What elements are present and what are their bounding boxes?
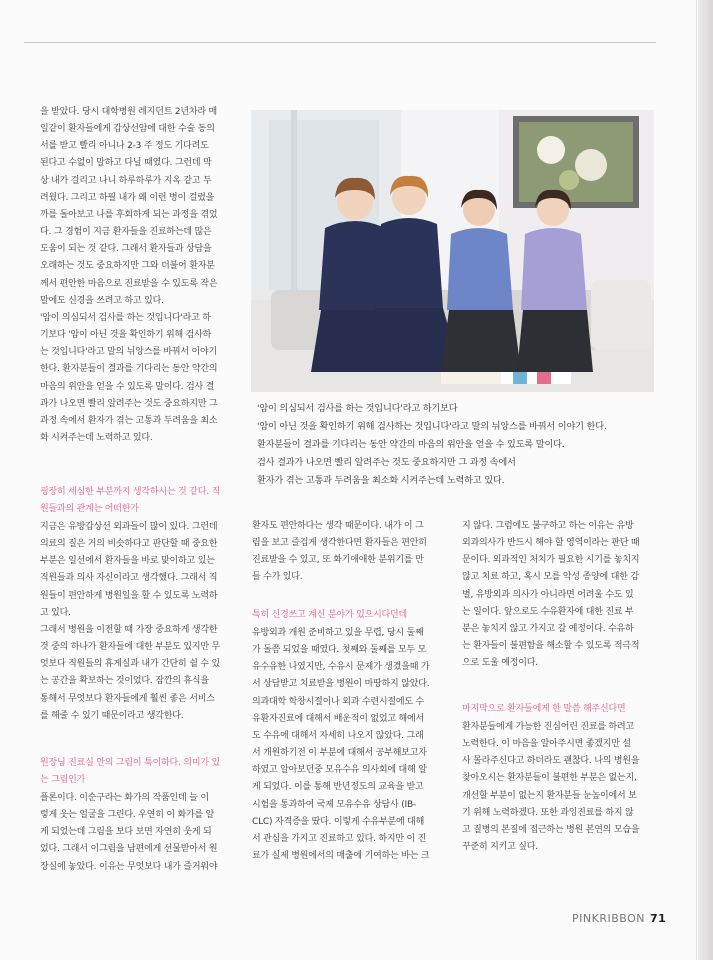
text-line: 서를 받고 빨리 아니나 2-3 주 정도 기다려도 xyxy=(40,141,209,152)
text-line: 려웠다. 그리고 하필 내가 왜 이런 병이 걸렸을 xyxy=(40,192,215,203)
text-line: '암이 아닌 것을 확인하기 위해 검사하는 것입니다'라고 말의 뉘앙스를 바꿔서 이야기 한다. xyxy=(257,421,607,432)
answer-painting xyxy=(40,790,217,876)
text-line: 원들과의 관계는 어떠한가 xyxy=(40,504,139,515)
text-line: 상 내가 걸리고 나니 하루하루가 지옥 같고 두 xyxy=(40,175,212,186)
text-line: 기 위해 노력하겠다. 또한 과잉진료를 하지 않 xyxy=(462,807,634,818)
text-line: 진료받을 수 있고, 또 화기애애한 분위기를 만 xyxy=(252,555,424,566)
text-line: 을 받았다. 당시 대학병원 레지던트 2년차라 매 xyxy=(40,107,218,117)
question-staff xyxy=(40,484,220,518)
text-line: 께서 편안한 마음으로 진료받을 수 있도록 작은 xyxy=(40,278,218,289)
text-line: 유수유한 나였지만, 수유시 문제가 생겼을때 가 xyxy=(252,662,430,673)
text-line: 플론이다. 이순구라는 화가의 작품인데 늘 이 xyxy=(40,793,209,803)
text-line: 환자분들에게 가능한 진심어린 진료를 하려고 xyxy=(462,722,635,732)
text-line: 도움이 되는 것 같다. 그래서 환자들과 상담을 xyxy=(40,244,212,255)
text-line: 별, 유방외과 의사가 아니라면 어려울 수도 있 xyxy=(462,589,634,600)
text-line: 게 되었는데 그림을 보다 보면 자연히 웃게 되 xyxy=(40,827,212,838)
page-number: 71 xyxy=(650,912,667,925)
text-line: 렇게 웃는 얼굴을 그린다. 우연히 이 화가를 알 xyxy=(40,810,215,821)
text-line: 오래하는 것도 중요하지만 그와 더불어 환자분 xyxy=(40,261,215,272)
page-gutter-line xyxy=(696,0,697,960)
text-line: 의료의 질은 거의 비슷하다고 판단할 때 중요한 xyxy=(40,539,218,550)
text-line: 일같이 환자들에게 갑상선암에 대한 수술 동의 xyxy=(40,124,215,135)
text-line: 환자도 편안하다는 생각 때문이다. 내가 이 그 xyxy=(252,521,424,531)
text-line: 도 수유에 대해서 자세히 나오지 않았다. 그래 xyxy=(252,730,424,741)
text-line: '암이 의심되서 검사를 하는 것입니다'라고 하 xyxy=(40,312,211,323)
question-focus-area xyxy=(252,607,407,624)
text-line: 유환자진료에 대해서 배운적이 없었고 해에서 xyxy=(252,713,425,724)
text-line: 굉장히 세심한 부분까지 생각하시는 것 같다. 직 xyxy=(40,487,221,497)
text-line: 말에도 신경을 쓰려고 하고 있다. xyxy=(40,295,164,306)
text-line: 으로 도울 예정이다. xyxy=(462,658,538,669)
text-line: 원들이 편안하게 병원일을 할 수 있도록 노력하 xyxy=(40,590,218,601)
text-line: 환자분들이 결과를 기다리는 동안 약간의 마음의 위안을 얻을 수 있도록 말이다. xyxy=(257,439,565,450)
text-line: 통해서 무엇보다 환자들에게 훨씬 좋은 서비스 xyxy=(40,693,215,704)
staff-photo-illustration xyxy=(251,110,654,392)
text-line: 화 시켜주는데 노력하고 있다. xyxy=(40,432,153,443)
text-line: 하였고 알아보던중 모유수유 의사회에 대해 알 xyxy=(252,765,427,776)
text-line: 꾸준히 지키고 싶다. xyxy=(462,842,538,853)
text-line: 는 것입니다'라고 말의 뉘앙스를 바꿔서 이야기 xyxy=(40,347,217,358)
text-line: 장실에 놓았다. 이유는 무엇보다 내가 즐거워야 xyxy=(40,861,218,872)
text-line: 를 해줄 수 있기 때문이라고 생각한다. xyxy=(40,710,184,721)
text-line: 는 환자들이 불편함을 해소할 수 있도록 적극적 xyxy=(462,641,640,652)
answer-staff xyxy=(40,519,220,725)
question-painting xyxy=(40,755,220,789)
text-line: 유방외과 개원 준비하고 있을 무렵, 당시 둘째 xyxy=(252,628,424,638)
text-line: 된다고 수없이 말하고 다닐 때였다. 그런데 막 xyxy=(40,158,212,169)
column-2-continuation xyxy=(252,518,427,587)
text-line: 찾아오시는 환자분들이 불편한 부분은 없는지, xyxy=(462,773,637,784)
text-line: CLC) 자격증을 땄다. 이렇게 수유부분에 대해 xyxy=(252,816,425,827)
answer-final-words xyxy=(462,719,639,856)
text-line: 사 몰라주신다고 하더라도 괜찮다. 나의 병원을 xyxy=(462,756,640,767)
text-line: 한다. 환자분들이 결과를 기다리는 동안 약간의 xyxy=(40,364,218,375)
text-line: 었다. 그래서 이그림을 남편에게 선물받아서 원 xyxy=(40,844,218,855)
text-line: 특히 신경쓰고 계신 분야가 있으시다던데 xyxy=(252,610,408,620)
question-final-words xyxy=(462,701,626,718)
text-line: 마지막으로 환자들에게 한 말씀 해주신다면 xyxy=(462,704,626,714)
text-line: 는 공간을 확보하는 것이었다. 잠깐의 휴식을 xyxy=(40,676,209,687)
column-1-top xyxy=(40,104,217,447)
text-line: 직원들과 의사 자신이라고 생각했다. 그래서 직 xyxy=(40,573,218,584)
text-line: 의과대학 학창시절이나 외과 수련시절에도 수 xyxy=(252,696,425,707)
page-footer xyxy=(572,912,666,925)
text-line: 료가 실제 병원에서의 매출에 기여하는 바는 크 xyxy=(252,851,430,862)
text-line: 않고 치료 하고, 혹시 모를 악성 종양에 대한 감 xyxy=(462,572,639,583)
text-line: 게 되었다. 이를 통해 반년정도의 교육을 받고 xyxy=(252,782,424,793)
binding-shadow xyxy=(698,0,713,960)
text-line: 부분은 일선에서 환자들을 바로 맞이하고 있는 xyxy=(40,556,215,567)
text-line: 들 수가 있다. xyxy=(252,572,303,583)
photo-caption xyxy=(257,400,607,490)
text-line: 림을 보고 즐겁게 생각한다면 환자들은 편안히 xyxy=(252,538,427,549)
answer-focus-area xyxy=(252,625,429,865)
text-line: 고 질병의 본질에 접근하는 병원 본연의 모습을 xyxy=(462,824,640,835)
text-line: 개선할 부분이 없는지 환자분들 눈높이에서 보 xyxy=(462,790,637,801)
header-rule xyxy=(24,42,656,43)
text-line: 문이다. 외과적인 처치가 필요한 시기를 놓치지 xyxy=(462,555,640,566)
text-line: 과정 속에서 환자가 겪는 고통과 두려움을 최소 xyxy=(40,415,218,426)
text-line: 가 돌쯤 되었을 때였다. 첫째와 둘째를 모두 모 xyxy=(252,645,427,656)
text-line: 기보다 '암이 아닌 것을 확인하기 위해 검사하 xyxy=(40,330,212,341)
column-3-continuation xyxy=(462,518,639,672)
text-line: 것 중의 하나가 환자들에 대한 부분도 있지만 무 xyxy=(40,642,221,653)
text-line: 분은 놓치지 않고 가지고 갈 예정이다. 수유하 xyxy=(462,623,634,634)
text-line: 외과의사가 반드시 해야 할 영역이라는 판단 때 xyxy=(462,538,640,549)
text-line: 서 개원하기전 이 부분에 대해서 공부해보고자 xyxy=(252,748,427,759)
text-line: 검사 결과가 나오면 빨리 알려주는 것도 중요하지만 그 과정 속에서 xyxy=(257,457,516,468)
text-line: 원장님 진료실 안의 그림이 특이하다. 의미가 있 xyxy=(40,758,221,768)
staff-photo xyxy=(251,110,654,392)
text-line: 그래서 병원을 이전할 때 가장 중요하게 생각한 xyxy=(40,624,218,635)
text-line: 시험을 통과하여 국제 모유수유 상담사 (IB- xyxy=(252,799,416,810)
text-line: 과가 나오면 빨리 알려주는 것도 중요하지만 그 xyxy=(40,398,218,409)
text-line: 는 그림인가 xyxy=(40,775,86,786)
text-line: 서 관심을 가지고 진료하고 있다. 하지만 이 진 xyxy=(252,833,427,844)
text-line: 노력한다. 이 마음을 알아주시면 좋겠지만 설 xyxy=(462,739,631,750)
text-line: 마음의 위안을 얻을 수 있도록 말이다. 검사 결 xyxy=(40,381,215,392)
text-line: 지금은 유방갑상선 외과들이 많이 있다. 그런데 xyxy=(40,522,218,532)
text-line: 지 않다. 그럼에도 불구하고 하는 이유는 유방 xyxy=(462,521,634,531)
text-line: 다. 그 경험이 지금 환자들을 진료하는데 많은 xyxy=(40,227,212,238)
text-line: 까를 돌아보고 나를 후회하게 되는 과정을 겪었 xyxy=(40,209,218,220)
text-line: 는 일이다. 앞으로도 수유환자에 대한 진료 부 xyxy=(462,606,634,617)
text-line: 환자가 겪는 고통과 두려움을 최소화 시켜주는데 노력하고 있다. xyxy=(257,475,505,486)
text-line: 고 있다. xyxy=(40,607,71,618)
text-line: '암이 의심되서 검사를 하는 것입니다'라고 하기보다 xyxy=(257,403,458,414)
text-line: 엇보다 직원들의 휴게실과 내가 간단히 쉴 수 있 xyxy=(40,659,221,670)
magazine-name: PINKRIBBON xyxy=(572,912,645,925)
text-line: 서 상담받고 치료받을 병원이 마땅하지 않았다. xyxy=(252,679,430,690)
